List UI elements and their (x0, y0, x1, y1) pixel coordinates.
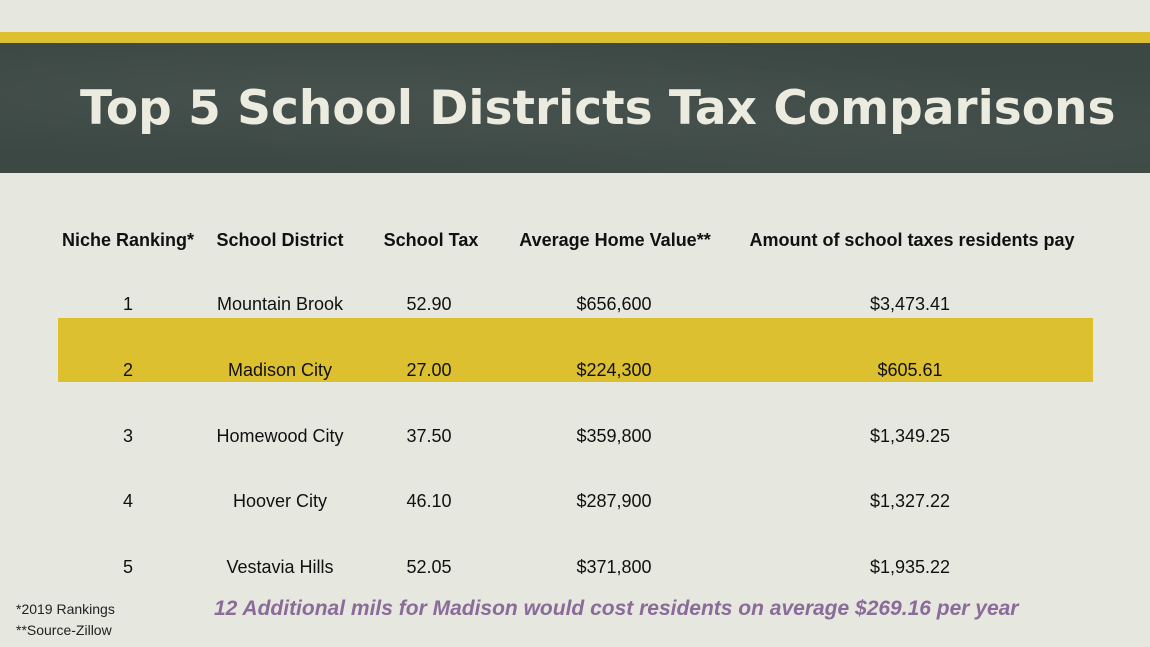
table-cell: $3,473.41 (869, 294, 951, 314)
page-title: Top 5 School Districts Tax Comparisons (80, 81, 1116, 136)
table-cell: 27.00 (406, 360, 452, 380)
footnotes (16, 599, 115, 641)
header-niche-ranking: Niche Ranking* (61, 230, 195, 250)
header-school-tax: School Tax (383, 230, 479, 250)
table-cell: 2 (122, 360, 134, 380)
header-school-taxes-paid: Amount of school taxes residents pay (749, 230, 1075, 250)
table-cell: $359,800 (576, 426, 652, 446)
table-cell: Mountain Brook (216, 294, 344, 314)
table-cell: $224,300 (576, 360, 652, 380)
table-cell: $1,349.25 (869, 426, 951, 446)
gold-accent-bar (0, 32, 1150, 43)
table-cell: $1,327.22 (869, 491, 951, 511)
table-cell: 5 (122, 557, 134, 577)
table-cell: 3 (122, 426, 134, 446)
table-cell: 37.50 (406, 426, 452, 446)
top-strip (0, 0, 1150, 32)
table-cell: Vestavia Hills (226, 557, 334, 577)
table-cell: $1,935.22 (869, 557, 951, 577)
footnote-source: **Source-Zillow (16, 622, 112, 638)
header-school-district: School District (216, 230, 344, 250)
table-cell: $605.61 (877, 360, 943, 380)
table-cell: $656,600 (576, 294, 652, 314)
table-cell: 52.05 (406, 557, 452, 577)
table-cell: $287,900 (576, 491, 652, 511)
table-cell: Homewood City (216, 426, 344, 446)
madison-cost-callout: 12 Additional mils for Madison would cost residents on average $269.16 per year (214, 597, 1019, 620)
table-cell: $371,800 (576, 557, 652, 577)
footnote-rankings: *2019 Rankings (16, 601, 115, 617)
table-cell: 1 (122, 294, 134, 314)
title-banner (0, 43, 1150, 173)
table-cell: 46.10 (406, 491, 452, 511)
table-cell: 52.90 (406, 294, 452, 314)
header-average-home-value: Average Home Value** (519, 230, 711, 250)
table-cell: 4 (122, 491, 134, 511)
table-cell: Hoover City (232, 491, 328, 511)
table-cell: Madison City (227, 360, 333, 380)
